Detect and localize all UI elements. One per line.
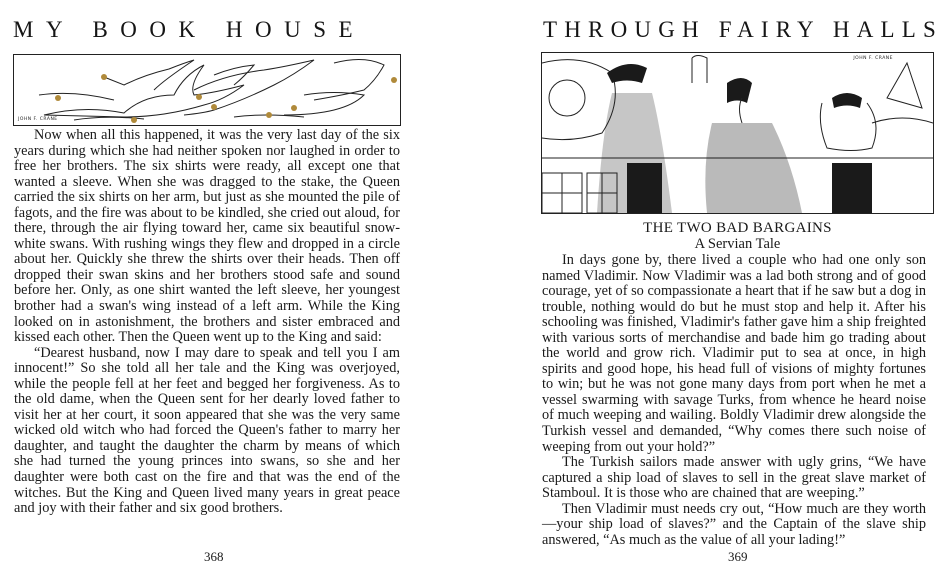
left-page: [0, 0, 470, 576]
swan-frieze-illustration: [13, 54, 401, 126]
page-number: 369: [728, 549, 748, 564]
illustrator-credit: JOHN F. CRANE: [18, 117, 58, 122]
running-head: MY BOOK HOUSE: [13, 17, 366, 42]
paragraph: “Dearest husband, now I may dare to speak and tell you I am innocent!” So she told all her tale and the King was overjoyed, while the people fell at her feet and begged her forgiveness. As to the old dame, when the Queen sent for her dearly loved father to visit her at her court, it soon appeared that she was the very same wicked old witch who had forced the Queen's father to marry her daughter, and taught the daughter the charm by means of which she had turned the young princes into swans, so she and her daughter were both cast on the fire and that was the end of the witches. But the King and Queen lived many years in great peace and joy with their father and six good brothers.: [14, 344, 400, 517]
page-number: 368: [204, 549, 224, 564]
right-page: [530, 0, 945, 576]
paragraph: In days gone by, there lived a couple who had one only son named Vladimir. Now Vladimir was a lad both strong and of good courage, yet of so compassionate a heart that if he saw but a dog in trouble, nothing would do but he must stop and help it. After his schooling was finished, Vladimir's father gave him a ship freighted with various sorts of merchandise and bade him go trading about the world and grow rich. Vladimir put to sea at once, in high spirits and good hope, his head full of visions of mighty fortunes to win; but he was not gone many days from port when he met a vessel swarming with savage Turks, from whence he heard noise of much weeping and wailing. Boldly Vladimir drew alongside the Turkish vessel and demanded, “Why comes there such noise of weeping from out your hold?”: [542, 252, 926, 455]
running-head: THROUGH FAIRY HALLS: [543, 17, 944, 42]
paragraph: The Turkish sailors made answer with ugly grins, “We have captured a ship load of slaves to sell in the great slave market of Stamboul. It is those who are chained that are weeping.”: [542, 454, 926, 502]
story-title: THE TWO BAD BARGAINS: [643, 220, 832, 236]
story-illustration: [541, 52, 934, 214]
swans-icon: [14, 55, 400, 125]
paragraph: Then Vladimir must needs cry out, “How much are they worth—your ship load of slaves?” and the Captain of the slave ship answered, “As much as the value of all your lading!”: [542, 500, 926, 548]
story-subtitle: A Servian Tale: [694, 236, 781, 252]
body-text: [542, 253, 926, 548]
paragraph: Now when all this happened, it was the very last day of the six years during which she had neither spoken nor laughed in order to free her brothers. The six shirts were ready, all except one that wanted a sleeve. When she was dragged to the stake, the Queen carried the six shirts on her arm, but just as she mounted the pile of fagots, and the fire was about to be kindled, she cried out aloud, for there, through the air flying toward her, came six beautiful snow-white swans. With rushing wings they flew and dropped in a circle about her. Quickly she threw the shirts over their heads. Then off dropped their swan skins and her brothers stood safe and sound before her. Only, as one shirt wanted the left sleeve, her youngest brother had a swan's wing instead of a left arm. While the King looked on in astonishment, the brothers and sister embraced and kissed each other. Then the Queen went up to the King and said:: [14, 127, 400, 346]
illustrator-credit: JOHN F. CRANE: [853, 56, 893, 61]
figures-scene-icon: [542, 53, 933, 213]
body-text: [14, 128, 400, 517]
